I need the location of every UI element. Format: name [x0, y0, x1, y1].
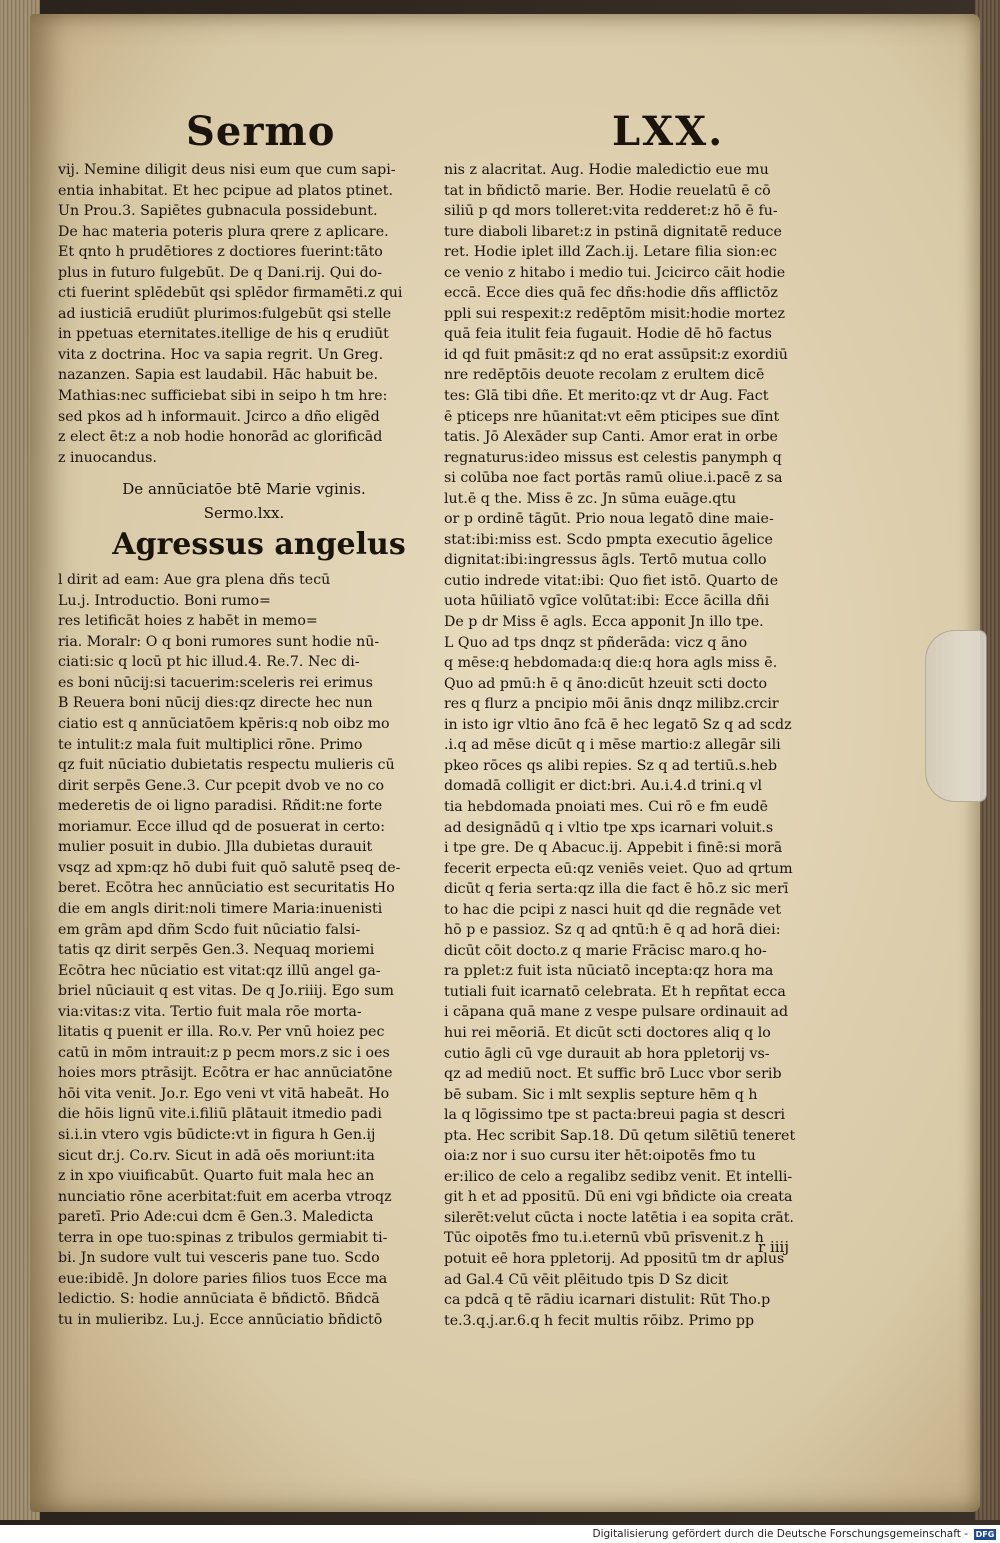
- right-column: [444, 160, 829, 1331]
- text-line: potuit eē hora ppletorij. Ad ppositū tm dr aplus: [444, 1250, 785, 1267]
- text-line: Tūc oipotēs fmo tu.i.eternū vbū prīsvenit.z h: [444, 1230, 764, 1247]
- text-line: briel nūciauit q est vitas. De q Jo.riiij. Ego sum: [58, 983, 394, 1000]
- text-line: to hac die pcipi z nasci huit qd die regnāde vet: [444, 901, 782, 918]
- running-head-word: Sermo: [186, 108, 336, 155]
- text-line: q mēse:q hebdomada:q die:q hora agls miss ē.: [444, 655, 778, 672]
- signature-mark: r iiij: [758, 1238, 789, 1256]
- text-line: uota hūiliatō vgīce volūtat:ibi: Ecce ācilla dñi: [444, 593, 770, 610]
- text-line: eue:ibidē. Jn dolore paries filios tuos Ecce ma: [58, 1270, 388, 1287]
- text-line: dirit serpēs Gene.3. Cur pcepit dvob ve no co: [58, 777, 385, 794]
- text-line: nre redēptōis deuote recolam z erultem dicē: [444, 367, 765, 384]
- text-line: quā feia itulit feia fugauit. Hodie dē hō factus: [444, 326, 772, 343]
- text-line: si colūba noe fact portās ramū oliue.i.pacē z sa: [444, 470, 783, 487]
- text-line: moriamur. Ecce illud qd de posuerat in certo:: [58, 818, 385, 835]
- text-line: res letificāt hoies z habēt in memo=: [58, 613, 318, 630]
- text-line: id qd fuit pmāsit:z qd no erat assūpsit:z exordiū: [444, 346, 788, 363]
- text-line: bē subam. Sic i mlt sexplis septure hēm q h: [444, 1086, 758, 1103]
- text-line: sicut dr.j. Co.rv. Sicut in adā oēs moriunt:ita: [58, 1147, 375, 1164]
- text-line: tatis qz dirit serpēs Gen.3. Nequaq moriemi: [58, 942, 375, 959]
- text-line: entia inhabitat. Et hec pcipue ad platos ptinet.: [58, 182, 393, 199]
- text-line: domadā colligit er dict:bri. Au.i.4.d trini.q vl: [444, 778, 763, 795]
- sermon-label: Sermo.lxx.: [203, 504, 285, 523]
- text-line: er:ilico de celo a regalibz sedibz venit. Et intelli-: [444, 1168, 793, 1185]
- text-line: die em angls dirit:noli timere Maria:inuenisti: [58, 900, 383, 917]
- text-line: cti fuerint splēdebūt qsi splēdor firmamēti.z qui: [58, 285, 403, 302]
- text-line: tu in mulieribz. Lu.j. Ecce annūciatio bñdictō: [58, 1311, 383, 1328]
- text-line: Un Prou.3. Sapiētes gubnacula possidebunt.: [58, 203, 378, 220]
- text-line: mulier posuit in dubio. Jlla dubietas durauit: [58, 839, 373, 856]
- text-line: De hac materia poteris plura qrere z aplicare.: [58, 223, 389, 240]
- text-line: terra in ope tuo:spinas z tribulos germiabit ti-: [58, 1229, 388, 1246]
- section-heading: De annūciatōe btē Marie vginis.: [122, 480, 366, 499]
- text-line: vsqz ad xpm:qz hō dubi fuit quō salutē pseq de-: [58, 859, 401, 876]
- text-line: hui rei mēoriā. Et dicūt scti doctores aliq q lo: [444, 1024, 771, 1041]
- text-line: die hōis lignū vite.i.filiū plātauit itmedio padi: [58, 1106, 382, 1123]
- text-line: catū in mōm intrauit:z p pecm mors.z sic i oes: [58, 1044, 390, 1061]
- text-line: ce venio z hitabo i medio tui. Jcicirco cāit hodie: [444, 264, 786, 281]
- text-line: .i.q ad mēse dicūt q i mēse martio:z allegār sili: [444, 737, 781, 754]
- text-line: Lu.j. Introductio. Boni rumo=: [58, 592, 271, 609]
- text-line: Quo ad pmū:h ē q āno:dicūt hzeuit scti docto: [444, 675, 767, 692]
- text-line: B Reuera boni nūcij dies:qz directe hec nun: [58, 695, 373, 712]
- text-line: oia:z nor i suo cursu iter hēt:oipotēs fmo tu: [444, 1148, 756, 1165]
- text-line: ture diaboli libaret:z in pstinā dignitatē reduce: [444, 223, 782, 240]
- text-line: ciati:sic q locū pt hic illud.4. Re.7. Nec di-: [58, 654, 360, 671]
- text-line: dignitat:ibi:ingressus āgls. Tertō mutua collo: [444, 552, 767, 569]
- text-line: fecerit erpecta eū:qz veniēs veiet. Quo ad qrtum: [444, 860, 793, 877]
- text-line: De p dr Miss ē agls. Ecca apponit Jn illo tpe.: [444, 614, 764, 631]
- text-line: cutio āgli cū vge durauit ab hora ppletorij vs-: [444, 1045, 770, 1062]
- text-line: eccā. Ecce dies quā fec dñs:hodie dñs afflictōz: [444, 285, 778, 302]
- text-line: ra pplet:z fuit ista nūciatō incepta:qz hora ma: [444, 963, 774, 980]
- text-line: stat:ibi:miss est. Scdo pmpta executio āgelice: [444, 531, 773, 548]
- text-line: Ecōtra hec nūciatio est vitat:qz illū angel ga-: [58, 962, 381, 979]
- text-line: tatis. Jō Alexāder sup Canti. Amor erat in orbe: [444, 429, 778, 446]
- text-line: bi. Jn sudore vult tui vesceris pane tuo. Scdo: [58, 1250, 380, 1267]
- text-line: ciatio est q annūciatōem kpēris:q nob oibz mo: [58, 716, 390, 733]
- text-line: ad iusticiā erudiūt plurimos:fulgebūt qsi stelle: [58, 305, 392, 322]
- text-line: la q lōgissimo tpe st pacta:breui pagia st descri: [444, 1107, 786, 1124]
- page-clip: [925, 630, 987, 802]
- text-line: ret. Hodie iplet illd Zach.ij. Letare filia sion:ec: [444, 244, 777, 261]
- text-line: ē pticeps nre hūanitat:vt eēm pticipes sue dīnt: [444, 408, 780, 425]
- text-line: L Quo ad tps dnqz st pñderāda: vicz q āno: [444, 634, 748, 651]
- footer-credit: Digitalisierung gefördert durch die Deutsche Forschungsgemeinschaft -: [592, 1528, 968, 1540]
- text-line: sed pkos ad h informauit. Jcirco a dño eligēd: [58, 408, 380, 425]
- text-line: in isto igr vltio āno fcā ē hec legatō Sz q ad scdz: [444, 716, 792, 733]
- text-line: i tpe gre. De q Abacuc.ij. Appebit i finē:si morā: [444, 840, 783, 857]
- text-line: si.i.in vtero vgis būdicte:vt in figura h Gen.ij: [58, 1126, 376, 1143]
- text-line: te intulit:z mala fuit multiplici rōne. Primo: [58, 736, 363, 753]
- text-line: litatis q puenit er illa. Ro.v. Per vnū hoiez pec: [58, 1024, 385, 1041]
- text-line: ad Gal.4 Cū vēit plēitudo tpis D Sz dicit: [444, 1271, 729, 1288]
- text-line: z in xpo viuificabūt. Quarto fuit mala hec an: [58, 1168, 375, 1185]
- text-line: em grām apd dñm Scdo fuit nūciatio falsi-: [58, 921, 361, 938]
- text-line: beret. Ecōtra hec annūciatio est securitatis Ho: [58, 880, 395, 897]
- text-line: dicūt cōit docto.z q marie Frācisc maro.q ho-: [444, 942, 767, 959]
- text-line: ca pdcā q tē rādiu icarnari distulit: Rūt Tho.p: [444, 1292, 771, 1309]
- text-line: Et qnto h prudētiores z doctiores fuerint:tāto: [58, 244, 383, 261]
- text-line: tutiali fuit icarnatō celebrata. Et h repñtat ecca: [444, 983, 786, 1000]
- text-line: ppli sui respexit:z redēptōm misit:hodie mortez: [444, 305, 785, 322]
- text-line: nis z alacritat. Aug. Hodie maledictio eue mu: [444, 162, 769, 178]
- footer-bar: [0, 1525, 1000, 1543]
- text-line: tat in bñdictō marie. Ber. Hodie reuelatū ē cō: [444, 182, 771, 199]
- text-line: qz fuit nūciatio dubietatis respectu mulieris cū: [58, 757, 395, 774]
- text-line: dicūt q feria serta:qz illa die fact ē hō.z sic merī: [444, 881, 789, 898]
- text-line: es boni nūcij:si tacuerim:sceleris rei erimus: [58, 674, 373, 691]
- text-line: qz ad mediū noct. Et suffic brō Lucc vbor serib: [444, 1066, 782, 1083]
- text-line: in ppetuas eternitates.itellige de his q erudiūt: [58, 326, 389, 343]
- text-line: hoies mors ptrāsijt. Ecōtra er hac annūciatōne: [58, 1065, 393, 1082]
- text-line: git h et ad ppositū. Dū eni vgi bñdicte oia creata: [444, 1189, 793, 1206]
- text-line: lut.ē q the. Miss ē zc. Jn sūma euāge.qtu: [444, 490, 737, 507]
- text-line: Mathias:nec sufficiebat sibi in seipo h tm hre:: [58, 388, 388, 405]
- right-column-text: [444, 160, 829, 1331]
- text-line: te.3.q.j.ar.6.q h fecit multis rōibz. Primo pp: [444, 1312, 755, 1329]
- text-line: i cāpana quā mane z vespe pulsare ordinauit ad: [444, 1004, 789, 1021]
- text-line: z inuocandus.: [58, 449, 157, 466]
- text-line: res q flurz a pncipio mōi ānis dnqz milibz.crcir: [444, 696, 779, 713]
- left-column-body-text: [58, 570, 430, 1330]
- text-line: regnaturus:ideo missus est celestis panymph q: [444, 449, 782, 466]
- text-line: nunciatio rōne acerbitat:fuit em acerba vtroqz: [58, 1188, 392, 1205]
- text-line: tia hebdomada pnoiati mes. Cui rō e fm eudē: [444, 798, 769, 815]
- text-line: vij. Nemine diligit deus nisi eum que cum sapi-: [58, 162, 396, 178]
- text-line: nazanzen. Sapia est laudabil. Hāc habuit be.: [58, 367, 379, 384]
- text-line: vita z doctrina. Hoc va sapia regrit. Un Greg.: [58, 346, 384, 363]
- text-line: or p ordinē tāgūt. Prio noua legatō dine maie-: [444, 511, 774, 528]
- text-line: l dirit ad eam: Aue gra plena dñs tecū: [58, 572, 331, 589]
- text-line: plus in futuro fulgebūt. De q Dani.rij. Qui do-: [58, 264, 382, 281]
- dfg-logo-icon: DFG: [975, 1529, 995, 1539]
- text-line: z elect ēt:z a nob hodie honorād ac glorificād: [58, 429, 383, 446]
- sermon-title: Agressus angelus: [112, 527, 406, 563]
- text-line: ad designādū q i vltio tpe xps icarnari voluit.s: [444, 819, 774, 836]
- left-column: [58, 160, 430, 1330]
- text-line: paretī. Prio Ade:cui dcm ē Gen.3. Maledicta: [58, 1209, 374, 1226]
- text-line: pkeo rōces qs alibi repies. Sz q ad tertiū.s.heb: [444, 757, 778, 774]
- text-line: hō p e passioz. Sz q ad qntū:h ē q ad horā diei:: [444, 922, 781, 939]
- text-line: via:vitas:z vita. Tertio fuit mala rōe morta-: [58, 1003, 362, 1020]
- text-line: pta. Hec scribit Sap.18. Dū qetum silētiū teneret: [444, 1127, 796, 1144]
- text-line: siliū p qd mors tolleret:vita redderet:z hō ē fu-: [444, 203, 778, 220]
- text-line: ria. Moralr: O q boni rumores sunt hodie nū-: [58, 633, 380, 650]
- text-line: tes: Glā tibi dñe. Et merito:qz vt dr Aug. Fact: [444, 388, 769, 405]
- text-line: silerēt:velut cūcta i nocte latētia i ea sopita crāt.: [444, 1209, 794, 1226]
- text-line: hōi vita venit. Jo.r. Ego veni vt vitā habeāt. Ho: [58, 1085, 390, 1102]
- text-line: mederetis de oi ligno paradisi. Rñdit:ne forte: [58, 798, 383, 815]
- text-line: cutio indrede vitat:ibi: Quo fiet istō. Quarto de: [444, 572, 779, 589]
- left-column-top-text: [58, 160, 430, 468]
- text-line: ledictio. S: hodie annūciata ē bñdictō. Bñdcā: [58, 1291, 380, 1308]
- folio-number: LXX.: [612, 108, 725, 155]
